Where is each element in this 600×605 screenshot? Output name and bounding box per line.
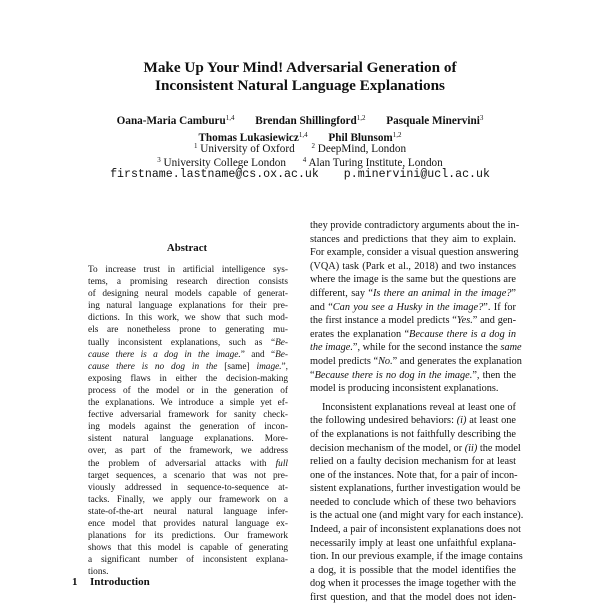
text-line: process of the model or in the generation of [88, 385, 288, 396]
text-line: (VQA) task (Park et al., 2018) and two instances [310, 260, 516, 272]
text-line: a significant number of inconsistent explana- [88, 555, 288, 566]
text-line: a dog, it is possible that the model identifies the [310, 564, 516, 576]
text-line: tions. [88, 567, 109, 578]
text-line: target sequences, a scenario that was not pre- [88, 470, 288, 481]
text-line: the problem of adversarial attacks with full [88, 458, 288, 469]
affiliation: $^4$ Alan Turing Institute, London [302, 156, 443, 169]
text-line: the explanations. We introduce a simple yet ef- [88, 398, 288, 409]
section-heading [72, 576, 150, 589]
text-line: ing natural language explanations for their pre- [88, 301, 288, 312]
title-line: Inconsistent Natural Language Explanations [155, 77, 445, 94]
text-line: exposing flaws in either the decision-making [88, 373, 288, 384]
text-line: Inconsistent explanations reveal at least one of [322, 401, 516, 413]
text-line: “Because there is no dog in the image.”, then the [310, 369, 516, 381]
abstract-heading: Abstract [166, 242, 208, 254]
text-line: To increase trust in artificial intelligence sys- [88, 265, 288, 275]
text-line: tems, a promising research direction consists [88, 277, 288, 288]
text-line: sistent natural language explanations. More- [88, 434, 288, 445]
text-line: Indeed, a pair of inconsistent explanations does not [310, 524, 522, 536]
text-line: els are nonetheless prone to generating mu- [88, 325, 288, 336]
text-line: tacks. Finally, we apply our framework on a [88, 494, 288, 505]
text-line: For example, consider a visual question answering [310, 247, 519, 259]
text-line: first question, and that the model does not iden- [310, 592, 516, 604]
email-row [0, 168, 600, 182]
text-line: model is producing inconsistent explanations. [310, 383, 499, 395]
text-line: the following undesired behaviors: (i) at least one [310, 415, 517, 427]
text-line: sistent explanations, further investigation would be [310, 483, 521, 495]
text-line: is the actual one (and might vary for each instance). [310, 510, 524, 522]
text-line: decision mechanism of the model, or (ii) the model [310, 442, 521, 454]
text-line: they provide contradictory arguments about the in- [310, 220, 520, 231]
text-line: different, say “Is there an animal in the image?” [310, 287, 516, 299]
text-line: necessarily imply at least one unfaithful explana- [310, 537, 516, 549]
text-line: needed to conclude which of these two behaviors [310, 496, 516, 508]
text-line: the first instance a model predicts “Yes.” and gen- [310, 315, 516, 327]
author: Phil Blunsom$^{1,2}$ [328, 131, 402, 144]
author: Thomas Lukasiewicz$^{1,4}$ [198, 131, 308, 144]
text-line: of designing neural models capable of generat- [88, 289, 288, 300]
text-line: dictions. In this work, we show that such mod- [88, 313, 288, 324]
text-line: cause there is a dog in the image.” and “Be- [88, 349, 288, 360]
title-line: Make Up Your Mind! Adversarial Generation of [143, 59, 457, 76]
text-line: ing models against the generation of incon- [88, 422, 288, 433]
author: Brendan Shillingford$^{1,2}$ [255, 114, 366, 127]
text-line: fective adversarial framework for sanity check- [88, 410, 288, 421]
section-number: 1 [72, 576, 78, 588]
text-line: tion. In our previous example, if the image contains [310, 551, 523, 563]
paper-title [0, 59, 600, 95]
affiliation: $^3$ University College London [157, 156, 286, 169]
section-title: Introduction [90, 576, 150, 588]
text-line: model predicts “No.” and generates the explanation [310, 355, 522, 367]
text-line: erates the explanation “Because there is a dog in [310, 328, 517, 340]
text-line: relied on a faulty decision mechanism for at least [310, 456, 516, 468]
abstract-body [88, 264, 288, 578]
text-line: tually inconsistent explanations, such as “Be- [88, 337, 288, 348]
text-line: cause there is no dog in the [same] image.”, [88, 361, 288, 372]
text-line: stances and predictions that they aim to explain. [310, 233, 516, 245]
text-line: planations for its predictions. Our framework [88, 531, 288, 542]
author: Pasquale Minervini$^3$ [386, 114, 484, 127]
text-line: the image.”, while for the second instance the same [310, 342, 522, 354]
text-line: shows that this model is capable of generating [88, 543, 288, 554]
email: p.minervini@ucl.ac.uk [343, 168, 490, 181]
text-line: ence model that provides natural language ex- [88, 518, 288, 529]
author: Oana-Maria Camburu$^{1,4}$ [116, 114, 235, 127]
affiliation: $^1$ University of Oxford [193, 142, 295, 155]
affiliation: $^2$ DeepMind, London [311, 142, 407, 155]
text-line: state-of-the-art neural natural language infer- [88, 506, 288, 517]
text-line: over, as part of the framework, we address [88, 446, 288, 457]
text-line: one of the instances. Note that, for a pair of incon- [310, 469, 518, 481]
email: firstname.lastname@cs.ox.ac.uk [110, 168, 319, 181]
text-line: where the image is the same but the questions are [310, 274, 516, 286]
text-line: viously addressed in sequence-to-sequence at- [88, 482, 288, 493]
text-line: of the explanations is not faithfully describing the [310, 428, 516, 440]
text-line: and “Can you see a Husky in the image?”. If for [310, 301, 516, 313]
right-column-body [310, 219, 524, 605]
text-line: dog when it processes the image together with the [310, 578, 516, 590]
